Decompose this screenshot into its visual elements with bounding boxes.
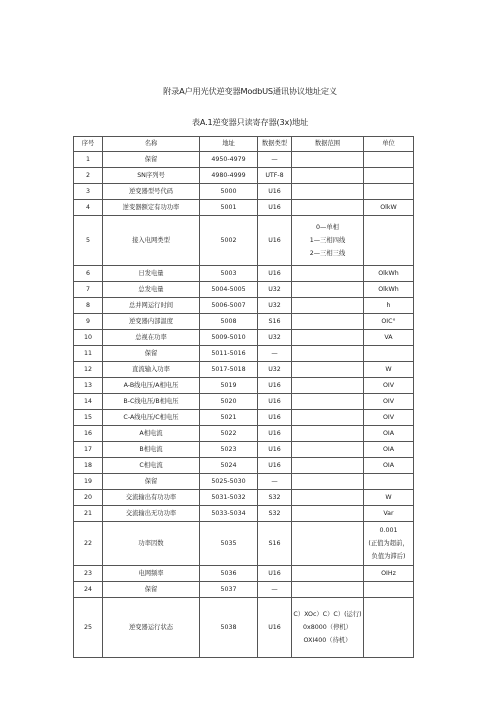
data-type-cell: U32 xyxy=(258,282,292,298)
unit-cell: VA xyxy=(364,330,414,346)
register-name-cell: 交流输出无功功率 xyxy=(103,506,200,522)
register-address-cell: 5002 xyxy=(200,216,258,266)
table-row xyxy=(74,458,414,474)
column-header-data-range: 数据范围 xyxy=(292,137,364,152)
row-number-cell: 7 xyxy=(74,282,103,298)
data-range-line: C）XOc）C）C）(运行) xyxy=(293,610,362,618)
unit-cell xyxy=(364,184,414,200)
register-name-cell: 逆变器额定有功功率 xyxy=(103,200,200,216)
register-address-cell: 5038 xyxy=(200,598,258,658)
row-number-cell: 13 xyxy=(74,378,103,394)
row-number-cell: 3 xyxy=(74,184,103,200)
register-name-cell: 交流输出有功功率 xyxy=(103,490,200,506)
unit-line: (正值为超前， xyxy=(368,539,409,547)
register-name-cell: 直流输入功率 xyxy=(103,362,200,378)
register-name-cell: SN序列号 xyxy=(103,168,200,184)
unit-cell: OIHz xyxy=(364,566,414,582)
row-number-cell: 5 xyxy=(74,216,103,266)
register-address-cell: 4980-4999 xyxy=(200,168,258,184)
unit-line: 负值为滞后) xyxy=(371,553,406,561)
table-row xyxy=(74,314,414,330)
row-number-cell: 12 xyxy=(74,362,103,378)
register-name-cell: A-B线电压/A相电压 xyxy=(103,378,200,394)
row-number-cell: 24 xyxy=(74,582,103,598)
data-range-line: 1—三相四线 xyxy=(309,236,346,244)
row-number-cell: 20 xyxy=(74,490,103,506)
column-header-no: 序号 xyxy=(74,137,103,152)
data-type-cell: U32 xyxy=(258,298,292,314)
table-body xyxy=(74,152,414,658)
data-range-cell xyxy=(292,598,364,658)
unit-cell: W xyxy=(364,362,414,378)
unit-cell: OIA xyxy=(364,442,414,458)
data-type-cell: S16 xyxy=(258,522,292,566)
register-name-cell: 逆变器内部温度 xyxy=(103,314,200,330)
data-type-cell: — xyxy=(258,582,292,598)
row-number-cell: 4 xyxy=(74,200,103,216)
data-type-cell: S32 xyxy=(258,490,292,506)
register-address-cell: 5004-5005 xyxy=(200,282,258,298)
table-row xyxy=(74,184,414,200)
register-name-cell: C相电流 xyxy=(103,458,200,474)
register-name-cell: 电网频率 xyxy=(103,566,200,582)
register-name-cell: 功率因数 xyxy=(103,522,200,566)
table-row xyxy=(74,426,414,442)
table-row xyxy=(74,266,414,282)
register-name-cell: 逆变器型号代码 xyxy=(103,184,200,200)
register-name-cell: 总视在功率 xyxy=(103,330,200,346)
document-title: 附录A户用光伏逆变器ModbUS通讯协议地址定义 xyxy=(163,86,337,96)
data-type-cell: U16 xyxy=(258,216,292,266)
row-number-cell: 9 xyxy=(74,314,103,330)
table-row xyxy=(74,346,414,362)
data-range-cell xyxy=(292,330,364,346)
data-type-cell: U32 xyxy=(258,362,292,378)
data-type-cell: U16 xyxy=(258,410,292,426)
register-name-cell: B相电流 xyxy=(103,442,200,458)
unit-cell xyxy=(364,522,414,566)
data-range-cell xyxy=(292,168,364,184)
unit-cell: OIV xyxy=(364,410,414,426)
data-range-cell xyxy=(292,216,364,266)
table-row xyxy=(74,298,414,314)
data-range-cell xyxy=(292,458,364,474)
table-row xyxy=(74,506,414,522)
data-range-cell xyxy=(292,506,364,522)
row-number-cell: 8 xyxy=(74,298,103,314)
table-row xyxy=(74,216,414,266)
register-name-cell: B-C线电压/B相电压 xyxy=(103,394,200,410)
data-range-cell xyxy=(292,346,364,362)
register-address-cell: 5017-5018 xyxy=(200,362,258,378)
data-range-cell xyxy=(292,442,364,458)
register-address-cell: 5000 xyxy=(200,184,258,200)
row-number-cell: 10 xyxy=(74,330,103,346)
unit-cell: W xyxy=(364,490,414,506)
register-address-cell: 5019 xyxy=(200,378,258,394)
unit-cell: OIA xyxy=(364,426,414,442)
register-address-cell: 5031-5032 xyxy=(200,490,258,506)
row-number-cell: 11 xyxy=(74,346,103,362)
data-range-cell xyxy=(292,426,364,442)
data-type-cell: U16 xyxy=(258,566,292,582)
row-number-cell: 17 xyxy=(74,442,103,458)
unit-cell: OIA xyxy=(364,458,414,474)
data-range-cell xyxy=(292,152,364,168)
unit-cell xyxy=(364,474,414,490)
register-name-cell: 保留 xyxy=(103,474,200,490)
data-type-cell: S32 xyxy=(258,506,292,522)
row-number-cell: 25 xyxy=(74,598,103,658)
row-number-cell: 16 xyxy=(74,426,103,442)
register-name-cell: 保留 xyxy=(103,346,200,362)
data-type-cell: U16 xyxy=(258,200,292,216)
data-range-line: 0—单相 xyxy=(316,223,339,231)
register-address-cell: 5009-5010 xyxy=(200,330,258,346)
data-type-cell: — xyxy=(258,474,292,490)
data-range-line: 2—三相三线 xyxy=(309,250,346,258)
register-name-cell: 逆变器运行状态 xyxy=(103,598,200,658)
data-type-cell: UTF-8 xyxy=(258,168,292,184)
unit-cell xyxy=(364,582,414,598)
row-number-cell: 2 xyxy=(74,168,103,184)
unit-cell xyxy=(364,216,414,266)
data-range-cell xyxy=(292,394,364,410)
register-address-cell: 5024 xyxy=(200,458,258,474)
unit-cell: OlkWh xyxy=(364,282,414,298)
data-type-cell: — xyxy=(258,346,292,362)
unit-cell: OlkW xyxy=(364,200,414,216)
table-header-row xyxy=(74,137,414,152)
table-row xyxy=(74,394,414,410)
table-row xyxy=(74,566,414,582)
table-row xyxy=(74,378,414,394)
register-address-cell: 5001 xyxy=(200,200,258,216)
data-type-cell: U16 xyxy=(258,598,292,658)
table-row xyxy=(74,362,414,378)
row-number-cell: 6 xyxy=(74,266,103,282)
unit-cell: Var xyxy=(364,506,414,522)
column-header-unit: 单位 xyxy=(364,137,414,152)
data-range-cell xyxy=(292,266,364,282)
table-row xyxy=(74,490,414,506)
register-address-cell: 5020 xyxy=(200,394,258,410)
register-name-cell: 日发电量 xyxy=(103,266,200,282)
table-row xyxy=(74,474,414,490)
data-range-cell xyxy=(292,522,364,566)
register-name-cell: 接入电网类型 xyxy=(103,216,200,266)
data-type-cell: U16 xyxy=(258,442,292,458)
row-number-cell: 18 xyxy=(74,458,103,474)
row-number-cell: 19 xyxy=(74,474,103,490)
data-range-line: OXI400（待机） xyxy=(303,637,352,645)
data-range-line: 0x8000（停机） xyxy=(303,623,352,631)
data-type-cell: U16 xyxy=(258,426,292,442)
data-range-cell xyxy=(292,490,364,506)
row-number-cell: 21 xyxy=(74,506,103,522)
unit-cell: OIV xyxy=(364,378,414,394)
table-row xyxy=(74,152,414,168)
data-type-cell: — xyxy=(258,152,292,168)
register-name-cell: C-A线电压/C相电压 xyxy=(103,410,200,426)
table-row xyxy=(74,598,414,658)
data-type-cell: U16 xyxy=(258,458,292,474)
table-row xyxy=(74,442,414,458)
register-name-cell: 总发电量 xyxy=(103,282,200,298)
row-number-cell: 22 xyxy=(74,522,103,566)
unit-cell: OIV xyxy=(364,394,414,410)
table-row xyxy=(74,582,414,598)
table-row xyxy=(74,282,414,298)
unit-cell: OlkWh xyxy=(364,266,414,282)
data-range-cell xyxy=(292,282,364,298)
row-number-cell: 1 xyxy=(74,152,103,168)
register-name-cell: A相电流 xyxy=(103,426,200,442)
data-range-cell xyxy=(292,200,364,216)
data-range-cell xyxy=(292,378,364,394)
table-row xyxy=(74,200,414,216)
unit-cell xyxy=(364,152,414,168)
data-range-cell xyxy=(292,410,364,426)
column-header-address: 地址 xyxy=(200,137,258,152)
register-address-cell: 5035 xyxy=(200,522,258,566)
unit-cell: h xyxy=(364,298,414,314)
register-address-cell: 5023 xyxy=(200,442,258,458)
column-header-data-type: 数据类型 xyxy=(258,137,292,152)
register-table xyxy=(73,136,414,658)
register-name-cell: 保留 xyxy=(103,582,200,598)
register-name-cell: 保留 xyxy=(103,152,200,168)
data-type-cell: U16 xyxy=(258,394,292,410)
register-address-cell: 5003 xyxy=(200,266,258,282)
data-type-cell: U16 xyxy=(258,266,292,282)
data-type-cell: U16 xyxy=(258,184,292,200)
table-row xyxy=(74,168,414,184)
register-address-cell: 5022 xyxy=(200,426,258,442)
register-address-cell: 5006-5007 xyxy=(200,298,258,314)
register-address-cell: 5011-5016 xyxy=(200,346,258,362)
data-type-cell: U16 xyxy=(258,378,292,394)
row-number-cell: 14 xyxy=(74,394,103,410)
table-row xyxy=(74,410,414,426)
register-address-cell: 5021 xyxy=(200,410,258,426)
data-range-cell xyxy=(292,582,364,598)
data-range-cell xyxy=(292,566,364,582)
register-address-cell: 5033-5034 xyxy=(200,506,258,522)
data-type-cell: S16 xyxy=(258,314,292,330)
data-type-cell: U32 xyxy=(258,330,292,346)
data-range-cell xyxy=(292,184,364,200)
unit-cell: OIC° xyxy=(364,314,414,330)
unit-cell xyxy=(364,598,414,658)
register-name-cell: 总并网运行时间 xyxy=(103,298,200,314)
data-range-cell xyxy=(292,474,364,490)
row-number-cell: 23 xyxy=(74,566,103,582)
data-range-cell xyxy=(292,362,364,378)
table-row xyxy=(74,330,414,346)
unit-line: 0.001 xyxy=(379,526,398,534)
register-address-cell: 5037 xyxy=(200,582,258,598)
column-header-name: 名称 xyxy=(103,137,200,152)
unit-cell xyxy=(364,346,414,362)
register-address-cell: 5008 xyxy=(200,314,258,330)
table-row xyxy=(74,522,414,566)
data-range-cell xyxy=(292,314,364,330)
register-address-cell: 5025-5030 xyxy=(200,474,258,490)
register-address-cell: 5036 xyxy=(200,566,258,582)
table-caption: 表A.1逆变器只读寄存器(3x)地址 xyxy=(191,117,309,127)
row-number-cell: 15 xyxy=(74,410,103,426)
data-range-cell xyxy=(292,298,364,314)
unit-cell xyxy=(364,168,414,184)
register-address-cell: 4950-4979 xyxy=(200,152,258,168)
